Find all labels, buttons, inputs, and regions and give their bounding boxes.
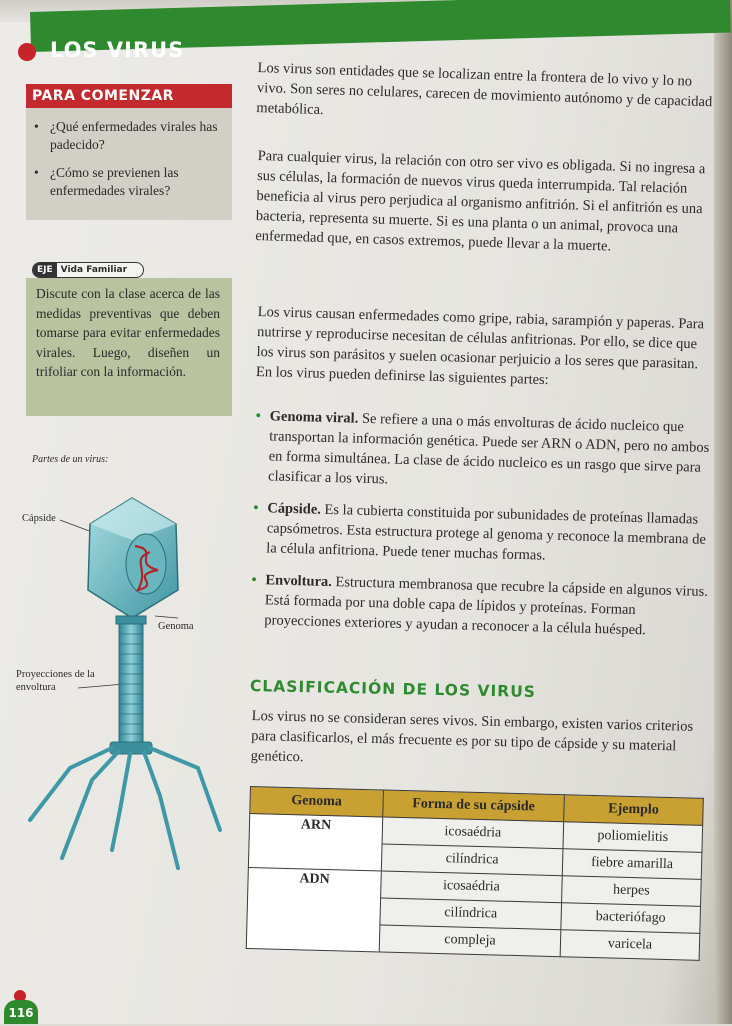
classification-block	[251, 706, 708, 777]
part-item: • Envoltura. Estructura membranosa que recubre la cápside en algunos virus. Está formada por una doble capa de lípidos y proteínas. Forman proyecciones exteriores y ayudan a reconocer a la célula huésped.	[251, 571, 709, 639]
table-header-genoma: Genoma	[250, 787, 384, 817]
intro-paragraph-2: Para cualquier virus, la relación con otro ser vivo es obligada. Si no ingresa a sus células, la formación de nuevos virus queda interrumpida. Tal relación beneficia al virus pero perjudica al organismo anfitrión. Si el anfitrión es una bacteria, representa su muerte. Si es una planta o un animal, provoca una enfermedad que, en casos extremos, puede llevar a la muerte.	[255, 147, 706, 255]
forma-cell: icosaédria	[381, 871, 563, 903]
classification-text: Los virus no se consideran seres vivos. Sin embargo, existen varios criterios para clasificarlos, el más frecuente es por su tipo de cápside y su material genético.	[250, 707, 694, 766]
classification-table	[246, 786, 704, 961]
ejemplo-cell: varicela	[560, 930, 700, 961]
para-comenzar-title: PARA COMENZAR	[26, 84, 232, 108]
intro-p3-block	[256, 302, 718, 395]
forma-cell: cilíndrica	[381, 844, 563, 876]
forma-cell: cilíndrica	[380, 898, 562, 930]
virus-parts-list	[250, 406, 714, 642]
genoma-cell: ARN	[248, 814, 382, 871]
figure-caption: Partes de un virus:	[32, 454, 109, 465]
book-spine	[714, 0, 732, 1024]
genoma-cell: ADN	[246, 867, 381, 951]
page-number: 116	[4, 1000, 38, 1024]
table-header-forma: Forma de su cápside	[383, 790, 565, 822]
header-dot	[18, 43, 36, 61]
eje-text: Discute con la clase acerca de las medidas preventivas que deben tomarse para evitar enfermedades virales. Luego, diseñen un trifoliar con la información.	[36, 286, 220, 379]
label-genoma: Genoma	[158, 621, 194, 632]
page-title: LOS VIRUS	[50, 38, 185, 62]
ejemplo-cell: fiebre amarilla	[562, 849, 702, 880]
forma-cell: compleja	[379, 925, 561, 957]
classification-title: CLASIFICACIÓN DE LOS VIRUS	[249, 677, 537, 701]
part-item: • Cápside. Es la cubierta constituida por subunidades de proteínas llamadas capsómetros. Esta estructura protege al genoma y reconoce la membrana de la célula anfitriona. Puede tener muchas formas.	[253, 499, 707, 564]
question-item: • ¿Qué enfermedades virales has padecido?	[34, 119, 218, 152]
virus-illustration	[0, 480, 240, 880]
para-comenzar-questions	[34, 118, 224, 210]
intro-p2-block	[255, 146, 718, 260]
intro-paragraph-3: Los virus causan enfermedades como gripe, rabia, sarampión y paperas. Para nutrirse y reproducirse necesitan de células anfitrionas. Por ello, se dice que los virus son parásitos y suelen ocasionar perjuicio a los seres que parasitan. En los virus pueden definirse las siguientes partes:	[255, 303, 705, 389]
ejemplo-cell: poliomielitis	[563, 822, 703, 853]
part-item: • Genoma viral. Se refiere a una o más envolturas de ácido nucleico que transportan la información genética. Puede ser ARN o ADN, pero no ambos en forma simultánea. La clase de ácido nucleico es un rasgo que sirve para clasificar a los virus.	[255, 407, 710, 488]
label-capside: Cápside	[22, 513, 56, 524]
ejemplo-cell: herpes	[562, 876, 702, 907]
ejemplo-cell: bacteriófago	[561, 903, 701, 934]
question-item: • ¿Cómo se previenen las enfermedades virales?	[34, 165, 179, 198]
table-header-ejemplo: Ejemplo	[564, 795, 704, 826]
virus-parts-block	[250, 406, 714, 654]
intro-paragraph-1: Los virus son entidades que se localizan entre la frontera de lo vivo y lo no vivo. Son seres no celulares, carecen de movimiento autónomo y de capacidad metabólica.	[256, 59, 713, 119]
forma-cell: icosaédria	[382, 817, 564, 849]
label-proyecciones: Proyecciones de la envoltura	[16, 669, 95, 693]
eje-tag: EJE Vida Familiar	[32, 262, 144, 278]
